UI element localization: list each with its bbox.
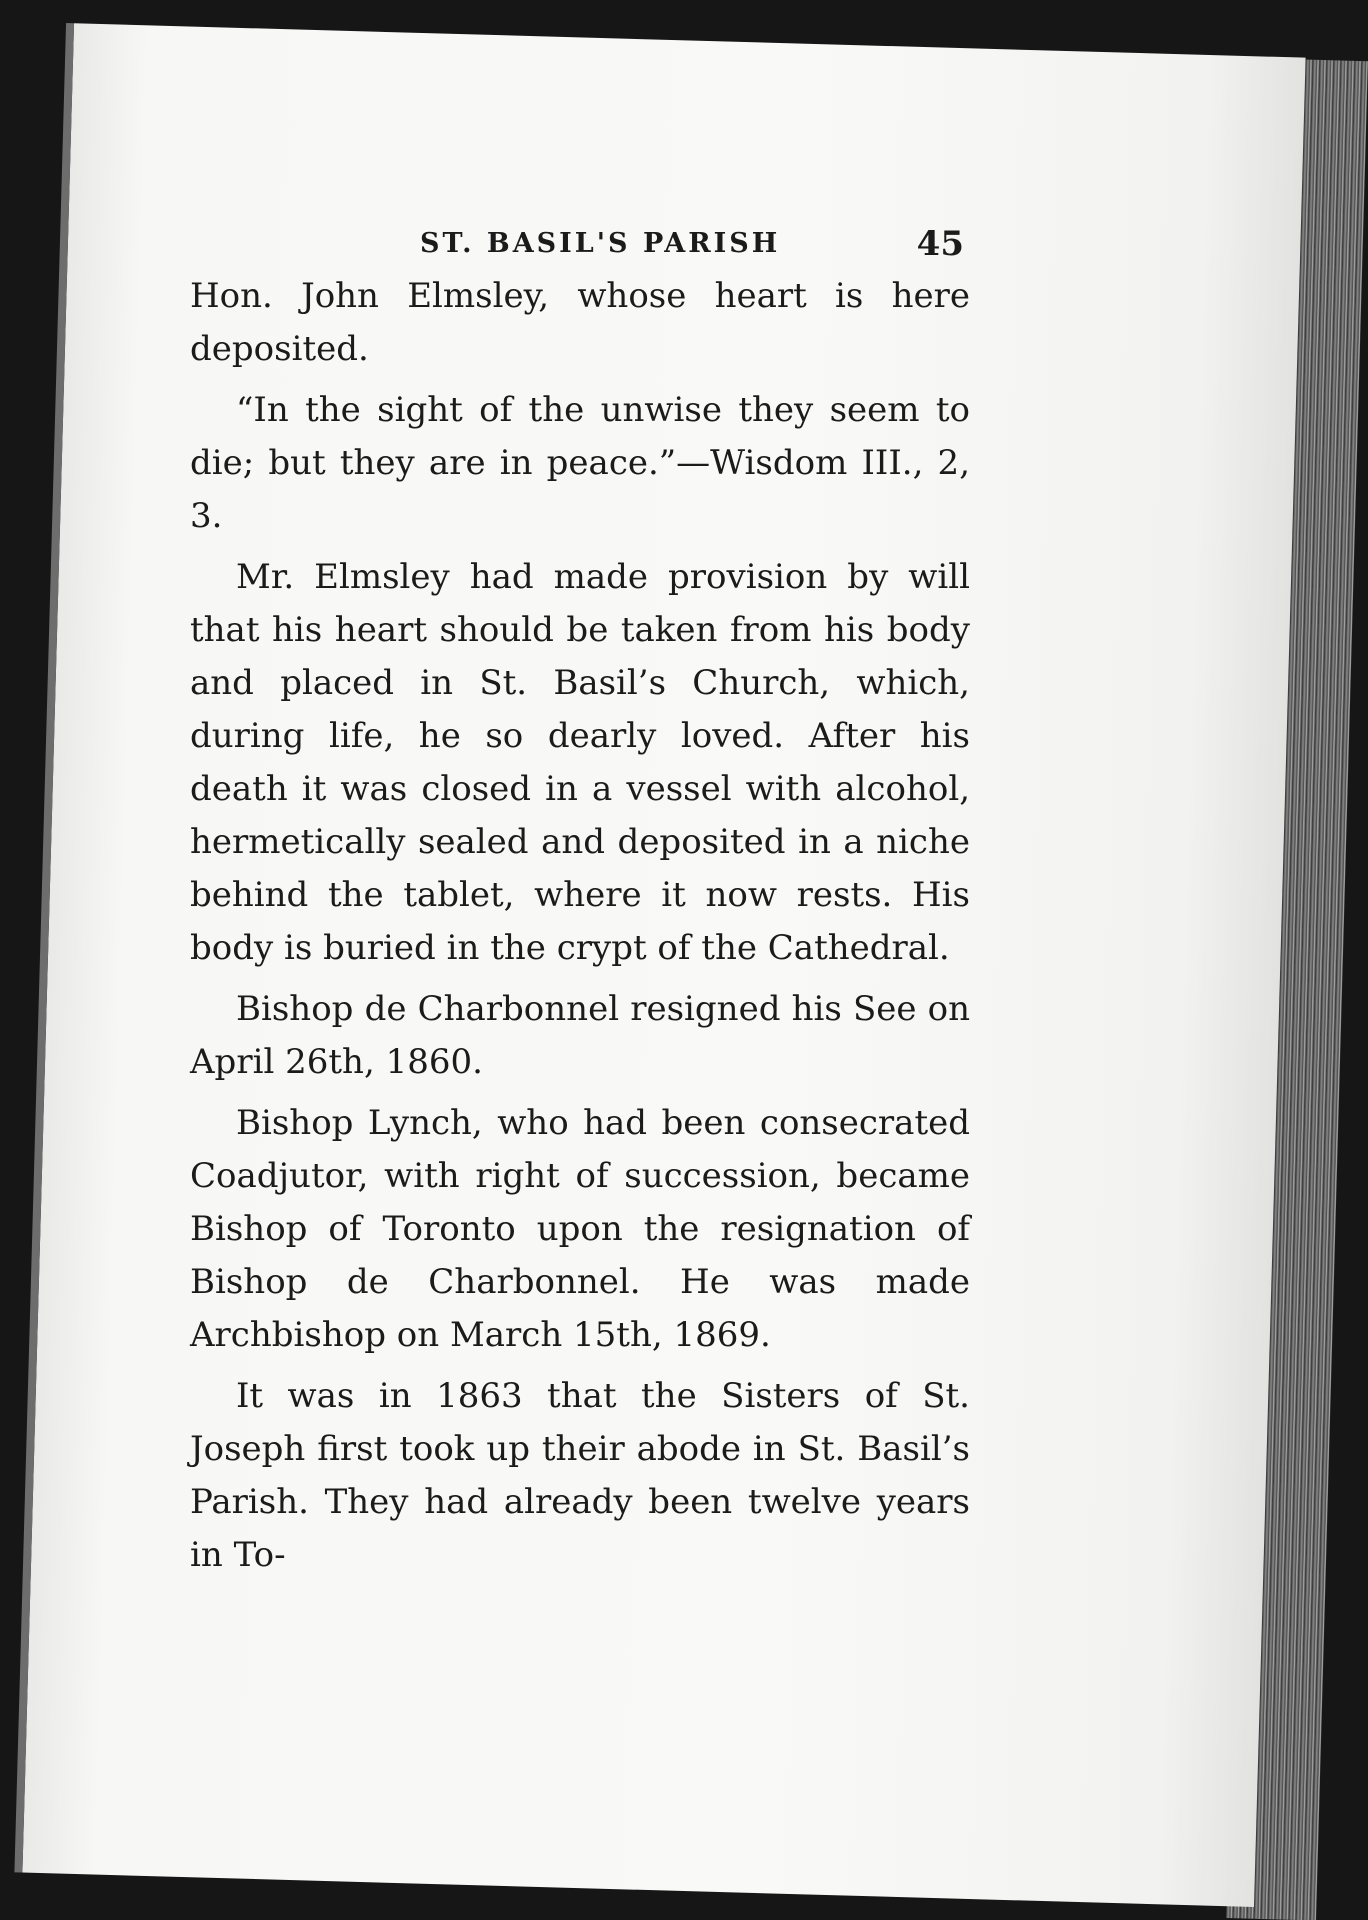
paragraph-quotation: “In the sight of the unwise they seem to die; but they are in peace.”—Wisdom III., 2, 3. <box>190 390 970 536</box>
page-content <box>190 210 970 1590</box>
paragraph-sisters-of-st-joseph: It was in 1863 that the Sisters of St. Joseph first took up their abode in St. Basil’s Parish. They had already been twelve years in To- <box>190 1376 970 1575</box>
paragraph-charbonnel-resignation: Bishop de Charbonnel resigned his See on April 26th, 1860. <box>190 989 970 1082</box>
paragraph-elmsley-heart: Mr. Elmsley had made provision by will that his heart should be taken from his body and placed in St. Basil’s Church, which, during life, he so dearly loved. After his death it was closed in a vessel with alcohol, hermetically sealed and deposited in a niche behind the tablet, where it now rests. His body is buried in the crypt of the Cathedral. <box>190 557 970 968</box>
page-number: 45 <box>916 224 964 264</box>
running-header <box>190 210 970 270</box>
running-head-title: ST. BASIL'S PARISH <box>420 228 781 259</box>
paragraph-bishop-lynch: Bishop Lynch, who had been consecrated Coadjutor, with right of succession, became Bishop of Toronto upon the resignation of Bishop de Charbonnel. He was made Archbishop on March 15th, 1869. <box>190 1103 970 1355</box>
paragraph-continuation: Hon. John Elmsley, whose heart is here deposited. <box>190 276 970 369</box>
